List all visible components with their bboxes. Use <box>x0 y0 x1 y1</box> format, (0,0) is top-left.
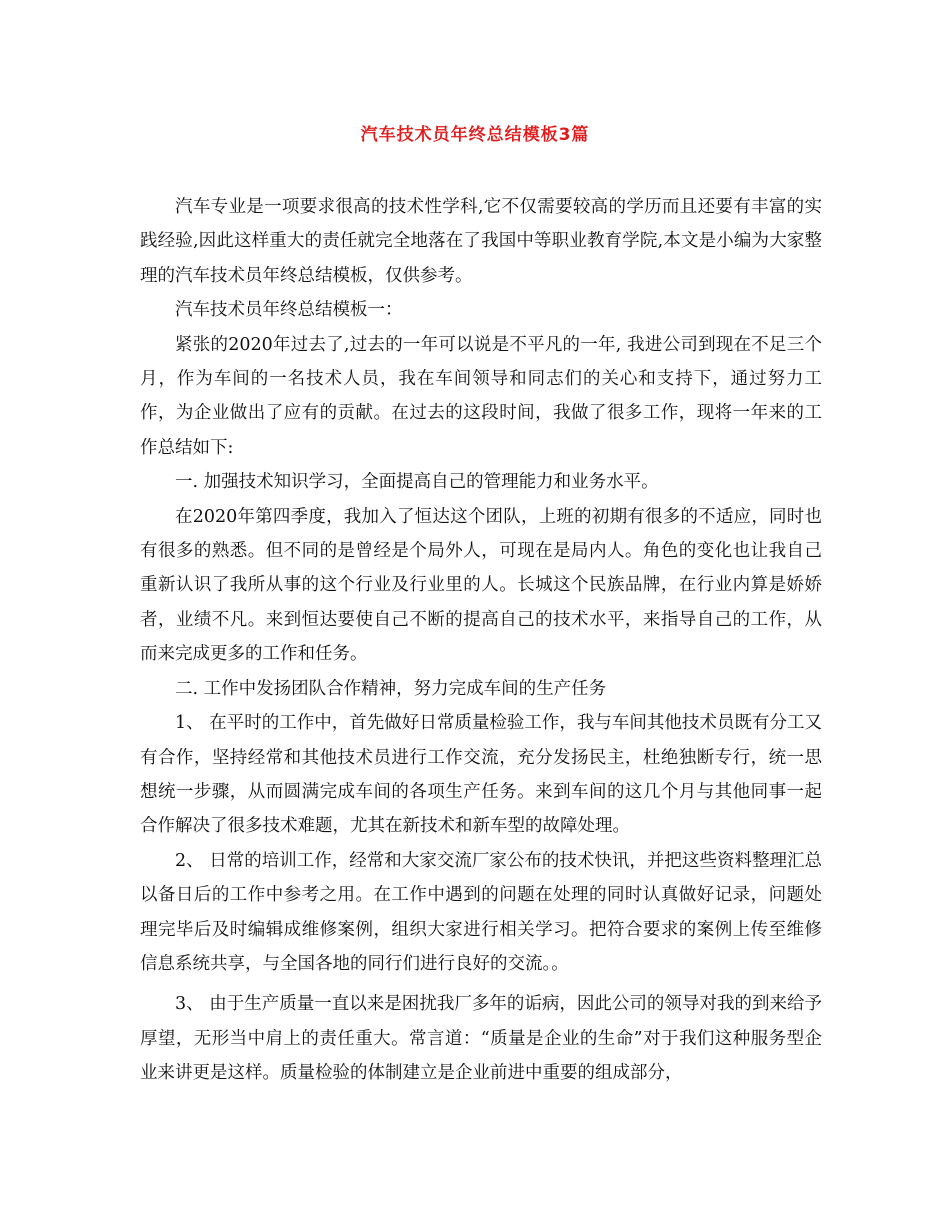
list-item-paragraph: 2、 日常的培训工作，经常和大家交流厂家公布的技术快讯，并把这些资料整理汇总以备日后的工作中参考之用。在工作中遇到的问题在处理的同时认真做好记录，问题处理完毕后及时编辑成维修案例，组织大家进行相关学习。把符合要求的案例上传至维修信息系统共享，与全国各地的同行们进行良好的交流。。 <box>140 850 822 974</box>
section-heading-template-one: 汽车技术员年终总结模板一： <box>175 300 403 321</box>
section-heading-two: 二. 工作中发扬团队合作精神，努力完成车间的生产任务 <box>175 678 607 699</box>
list-item-paragraph: 1、 在平时的工作中，首先做好日常质量检验工作，我与车间其他技术员既有分工又有合作，坚持经常和其他技术员进行工作交流，充分发扬民主，杜绝独断专行，统一思想统一步骤，从而圆满完成车间的各项生产任务。来到车间的这几个月与其他同事一起合作解决了很多技术难题，尤其在新技术和新车型的故障处理。 <box>140 713 822 837</box>
document-body <box>140 190 822 1091</box>
body-paragraph: 在2020年第四季度，我加入了恒达这个团队，上班的初期有很多的不适应，同时也有很多的熟悉。但不同的是曾经是个局外人，可现在是局内人。角色的变化也让我自己重新认识了我所从事的这个行业及行业里的人。长城这个民族品牌，在行业内算是娇娇者，业绩不凡。来到恒达要使自己不断的提高自己的技术水平，来指导自己的工作，从而来完成更多的工作和任务。 <box>140 506 822 665</box>
document-title: 汽车技术员年终总结模板3篇 <box>360 125 590 145</box>
section-heading-one: 一. 加强技术知识学习，全面提高自己的管理能力和业务水平。 <box>175 472 659 493</box>
intro-paragraph: 汽车专业是一项要求很高的技术性学科,它不仅需要较高的学历而且还要有丰富的实践经验,因此这样重大的责任就完全地落在了我国中等职业教育学院,本文是小编为大家整理的汽车技术员年终总结模板，仅供参考。 <box>140 197 822 286</box>
list-item-paragraph: 3、 由于生产质量一直以来是困扰我厂多年的诟病，因此公司的领导对我的到来给予厚望，无形当中肩上的责任重大。常言道：“质量是企业的生命”对于我们这种服务型企业来讲更是这样。质量检验的体制建立是企业前进中重要的组成部分， <box>140 994 822 1084</box>
body-paragraph: 紧张的2020年过去了,过去的一年可以说是不平凡的一年, 我进公司到现在不足三个月，作为车间的一名技术人员，我在车间领导和同志们的关心和支持下，通过努力工作，为企业做出了应有的贡献。在过去的这段时间，我做了很多工作，现将一年来的工作总结如下: <box>140 334 822 458</box>
